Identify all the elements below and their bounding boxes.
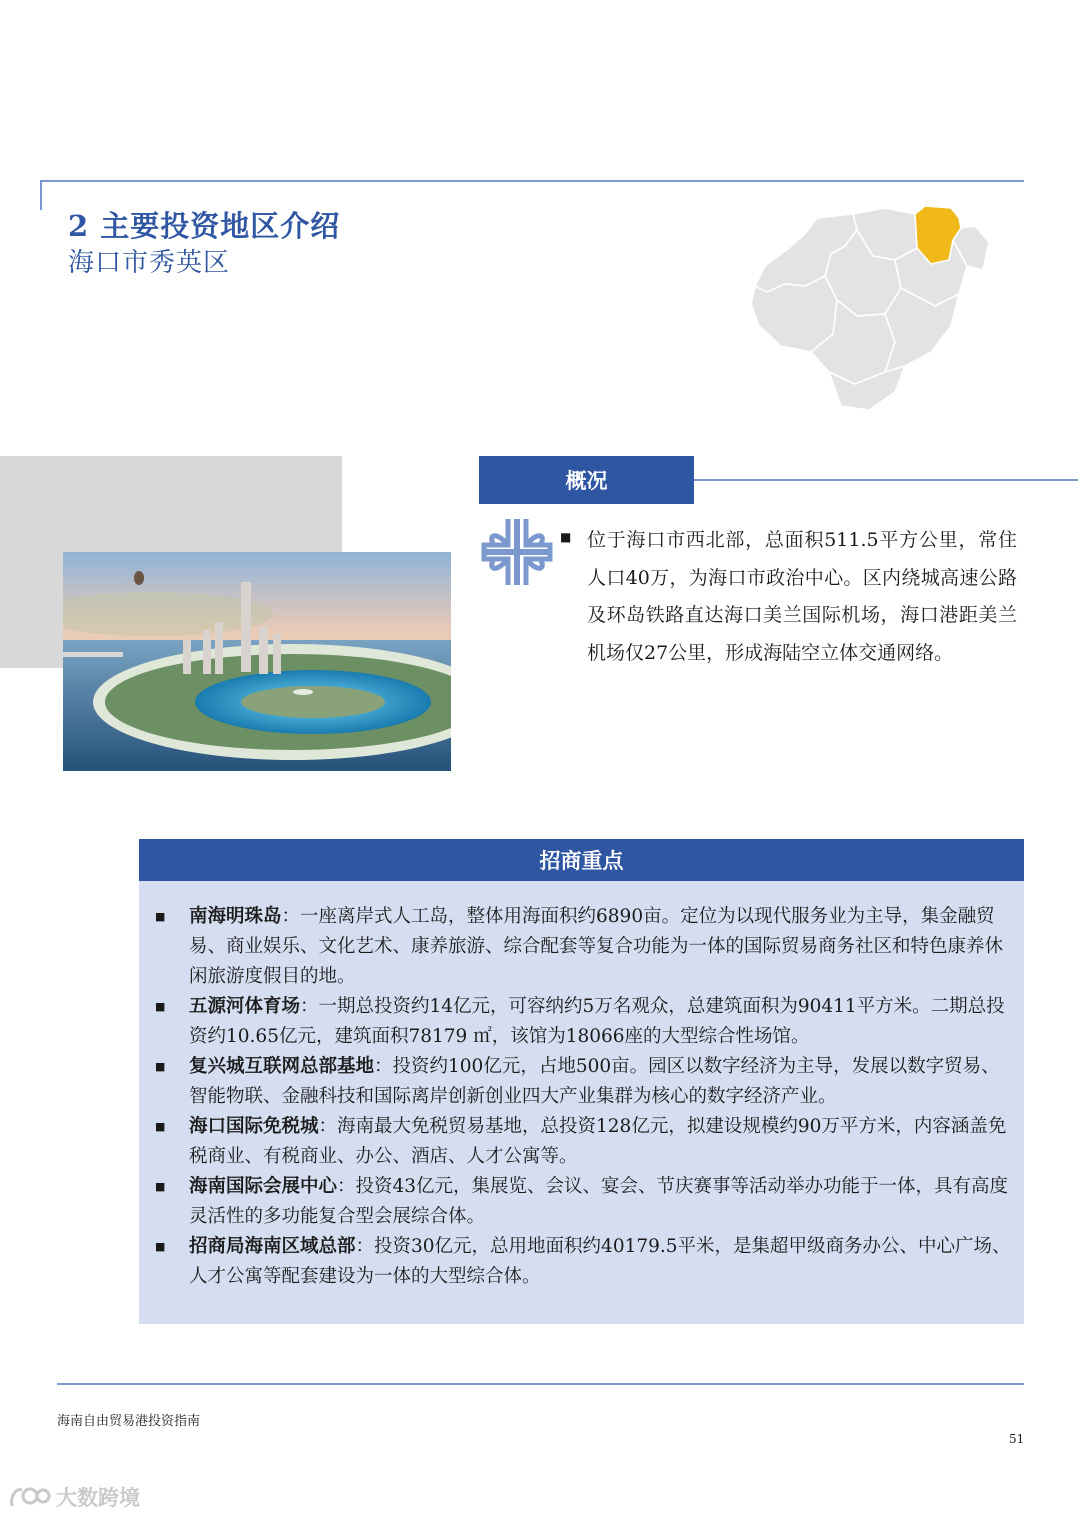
overview-bullet: ■ <box>560 530 572 544</box>
focus-bullet: ■ <box>155 1240 166 1253</box>
footer-rule <box>57 1383 1024 1385</box>
focus-item-name: 南海明珠岛 <box>189 906 282 927</box>
focus-item <box>155 1232 1015 1292</box>
watermark-logo-icon <box>8 1484 52 1510</box>
overview-text: 位于海口市西北部，总面积511.5平方公里，常住人口40万，为海口市政治中心。区内绕城高速公路及环岛铁路直达海口美兰国际机场，海口港距美兰机场仅27公里，形成海陆空立体交通网络。 <box>587 529 1017 664</box>
focus-item-desc: ：海南最大免税贸易基地，总投资128亿元，拟建设规模约90万平方米，内容涵盖免税商业、有税商业、办公、酒店、人才公寓等。 <box>189 1116 1007 1167</box>
focus-bullet: ■ <box>155 1180 166 1193</box>
overview-tab: 概况 <box>479 456 694 504</box>
road-interchange-icon <box>480 515 554 589</box>
focus-item <box>155 902 1015 992</box>
focus-item <box>155 1112 1015 1172</box>
section-title: 2 主要投资地区介绍 <box>68 209 341 243</box>
focus-item-desc: ：一期总投资约14亿元，可容纳约5万名观众，总建筑面积为90411平方米。二期总投资约10.65亿元，建筑面积78179 ㎡，该馆为18066座的大型综合性场馆。 <box>189 996 1005 1047</box>
artificial-island-photo <box>63 552 451 771</box>
watermark <box>8 1482 140 1512</box>
focus-bullet: ■ <box>155 1060 166 1073</box>
focus-bullet: ■ <box>155 1000 166 1013</box>
focus-item <box>155 992 1015 1052</box>
focus-item-desc: ：一座离岸式人工岛，整体用海面积约6890亩。定位为以现代服务业为主导，集金融贸易、商业娱乐、文化艺术、康养旅游、综合配套等复合功能为一体的国际贸易商务社区和特色康养休闲旅游度假目的地。 <box>189 906 1004 987</box>
focus-item-name: 海口国际免税城 <box>189 1116 319 1137</box>
hainan-map <box>745 196 1003 422</box>
focus-item <box>155 1172 1015 1232</box>
focus-item <box>155 1052 1015 1112</box>
focus-bullet: ■ <box>155 1120 166 1133</box>
page-number: 51 <box>1009 1432 1025 1446</box>
watermark-text: 大数跨境 <box>56 1486 140 1510</box>
focus-item-desc: ：投资43亿元，集展览、会议、宴会、节庆赛事等活动举办功能于一体，具有高度灵活性的多功能复合型会展综合体。 <box>189 1176 1009 1227</box>
focus-item-name: 复兴城互联网总部基地 <box>189 1056 375 1077</box>
district-subtitle: 海口市秀英区 <box>68 248 231 278</box>
focus-bullet: ■ <box>155 910 166 923</box>
focus-list <box>155 902 1015 1292</box>
footer-doc-title: 海南自由贸易港投资指南 <box>57 1414 201 1429</box>
focus-item-desc: ：投资30亿元，总用地面积约40179.5平米，是集超甲级商务办公、中心广场、人才公寓等配套建设为一体的大型综合体。 <box>189 1236 1011 1287</box>
overview-rule <box>694 479 1078 481</box>
focus-header: 招商重点 <box>139 839 1024 881</box>
map-region-southeast <box>885 288 959 372</box>
header-rule-vertical <box>40 180 42 210</box>
focus-item-name: 海南国际会展中心 <box>189 1176 338 1197</box>
focus-item-desc: ：投资约100亿元，占地500亩。园区以数字经济为主导，发展以数字贸易、智能物联、金融科技和国际离岸创新创业四大产业集群为核心的数字经济产业。 <box>189 1056 1000 1107</box>
focus-item-name: 招商局海南区域总部 <box>189 1236 356 1257</box>
header-rule <box>40 180 1024 182</box>
focus-item-name: 五源河体育场 <box>189 996 301 1017</box>
